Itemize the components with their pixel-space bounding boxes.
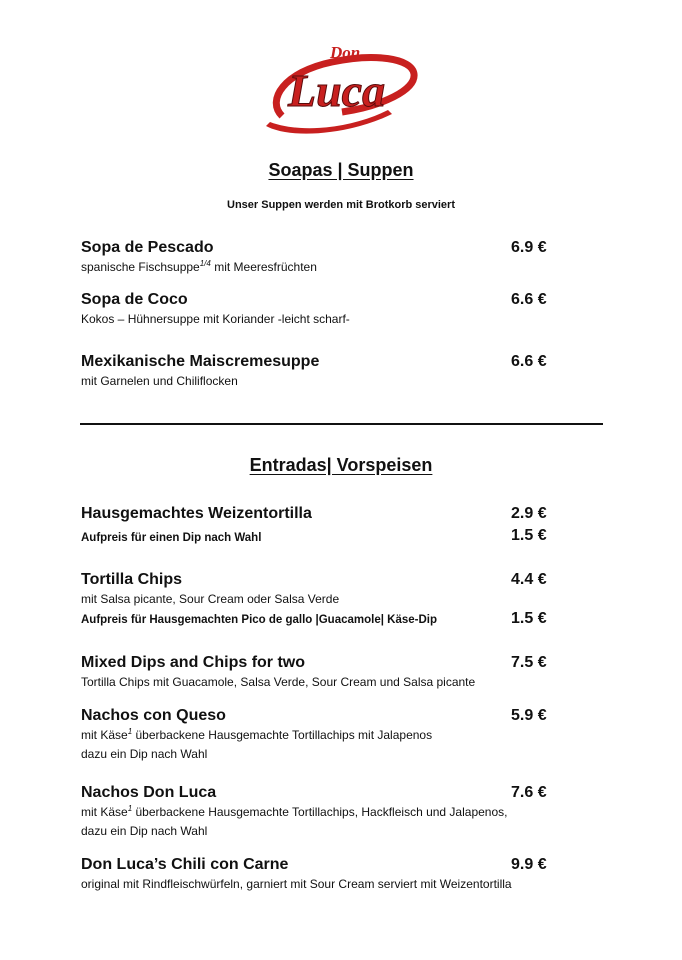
menu-item (81, 504, 561, 548)
item-price: 6.6 € (511, 291, 547, 308)
item-description-line2: dazu ein Dip nach Wahl (81, 824, 208, 838)
item-description: Tortilla Chips mit Guacamole, Salsa Verde, Sour Cream und Salsa picante (81, 675, 476, 689)
menu-item (81, 352, 561, 391)
logo-luca-text: Luca (288, 65, 386, 116)
item-name: Sopa de Pescado (81, 239, 214, 256)
item-name: Sopa de Coco (81, 291, 188, 308)
item-price: 7.5 € (511, 654, 547, 671)
item-description: mit Garnelen und Chiliflocken (81, 374, 238, 388)
item-description: spanische Fischsuppe$^{1/4}$ mit Meeresfrüchten (81, 259, 317, 274)
item-extra: Aufpreis für Hausgemachten Pico de gallo |Guacamole| Käse-Dip (81, 614, 437, 626)
soups-heading: Soapas | Suppen (268, 160, 414, 180)
item-name: Nachos Don Luca (81, 784, 217, 801)
menu-item (81, 783, 561, 841)
item-name: Hausgemachtes Weizentortilla (81, 505, 312, 522)
logo-don-text: Don (330, 43, 361, 62)
item-description-line2: dazu ein Dip nach Wahl (81, 747, 208, 761)
soups-note: Unser Suppen werden mit Brotkorb serviert (227, 199, 455, 211)
item-name: Mexikanische Maiscremesuppe (81, 353, 320, 370)
item-price: 2.9 € (511, 505, 547, 522)
item-name: Tortilla Chips (81, 571, 183, 588)
menu-item (81, 653, 561, 692)
don-luca-logo (262, 38, 422, 142)
item-name: Nachos con Queso (81, 707, 226, 724)
item-description: mit Käse$^1$ überbackene Hausgemachte Tortillachips mit Jalapenos (81, 727, 433, 742)
menu-item (81, 570, 561, 630)
item-price: 4.4 € (511, 571, 547, 588)
menu-item (81, 855, 561, 894)
item-name: Mixed Dips and Chips for two (81, 654, 306, 671)
item-description: mit Salsa picante, Sour Cream oder Salsa Verde (81, 592, 340, 606)
menu-item (81, 706, 561, 764)
item-price: 6.9 € (511, 239, 547, 256)
item-extra-price: 1.5 € (511, 527, 547, 544)
menu-item (81, 238, 561, 277)
item-description: mit Käse$^1$ überbackene Hausgemachte Tortillachips, Hackfleisch und Jalapenos, (81, 804, 508, 819)
item-description: Kokos – Hühnersuppe mit Koriander -leicht scharf- (81, 312, 350, 326)
item-description: original mit Rindfleischwürfeln, garniert mit Sour Cream serviert mit Weizentortilla (81, 877, 512, 891)
item-extra: Aufpreis für einen Dip nach Wahl (81, 532, 262, 544)
item-price: 6.6 € (511, 353, 547, 370)
item-price: 7.6 € (511, 784, 547, 801)
starters-heading: Entradas| Vorspeisen (249, 455, 433, 475)
section-divider (80, 423, 603, 425)
item-name: Don Luca’s Chili con Carne (81, 856, 289, 873)
menu-item (81, 290, 561, 329)
item-extra-price: 1.5 € (511, 610, 547, 627)
item-price: 9.9 € (511, 856, 547, 873)
item-price: 5.9 € (511, 707, 547, 724)
